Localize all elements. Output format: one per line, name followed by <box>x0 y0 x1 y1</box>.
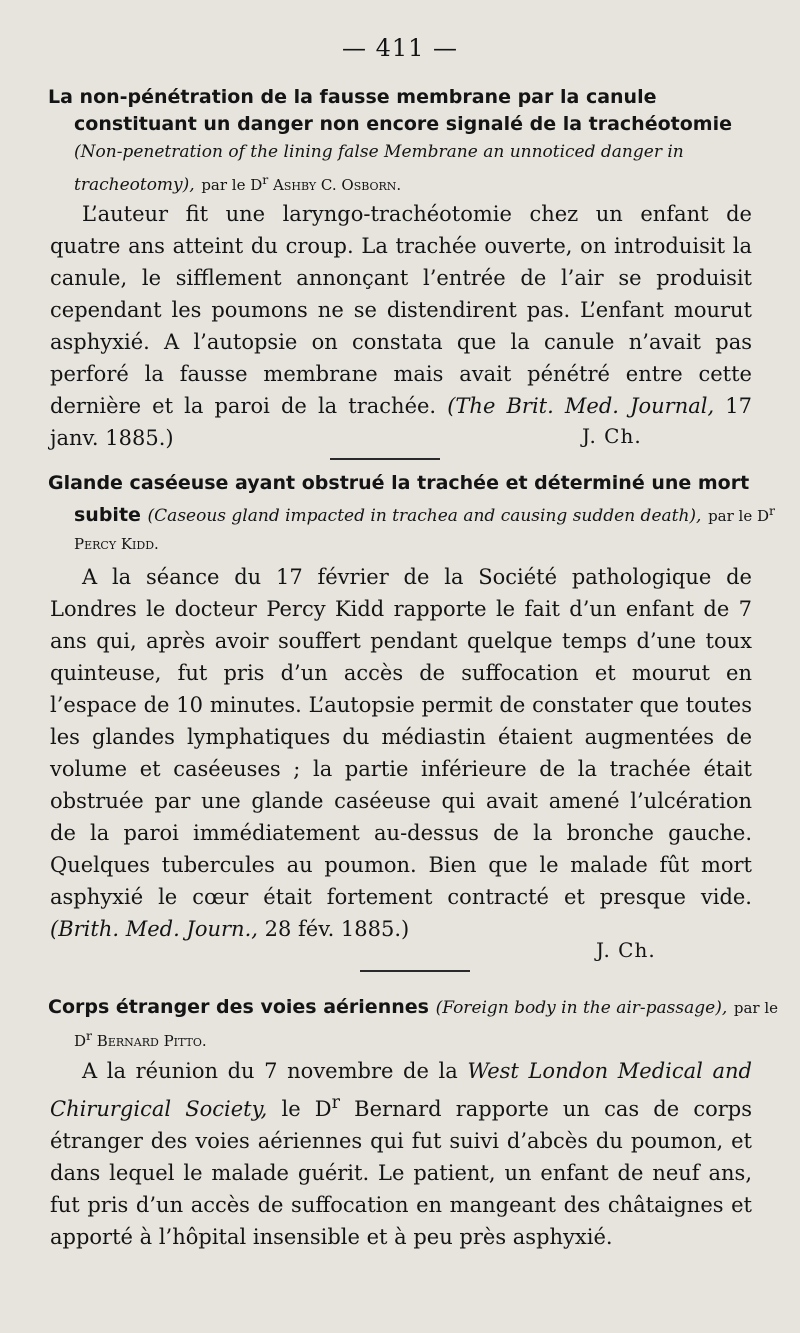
article-2-title: Glande caséeuse ayant obstrué la trachée et déterminé une mort subite <box>48 472 750 526</box>
article-1-heading <box>48 84 784 199</box>
article-1-date: 17 janv. 1885.) <box>50 394 752 450</box>
article-1-byline: par le $D^r$ Ashby C. Osborn. <box>201 172 402 194</box>
article-1-body <box>50 198 752 454</box>
separator-rule-1 <box>330 458 440 460</box>
article-2-author: Percy Kidd. <box>74 535 159 553</box>
article-2-citation: (Brith. Med. Journ., <box>50 917 258 941</box>
article-1-signature: J. Ch. <box>582 424 642 448</box>
separator-rule-2 <box>360 970 470 972</box>
article-1-author: Ashby C. Osborn. <box>273 176 402 194</box>
article-2-signature: J. Ch. <box>596 938 656 962</box>
article-3-text-start: A la réunion du 7 novembre de la <box>82 1059 458 1083</box>
article-3-text-end: Bernard rapporte un cas de corps étranger des voies aériennes qui fut suivi d’abcès du poumon, et dans lequel le malade guérit. Le patient, un enfant de neuf ans, fut pris d’un accès de suffocation en mangeant des châtaignes et apporté à l’hôpital insensible et à peu près asphyxié. <box>50 1097 752 1249</box>
page-number: — 411 — <box>341 34 459 62</box>
article-2-body <box>50 561 752 945</box>
article-2-translation: (Caseous gland impacted in trachea and causing sudden death), <box>147 506 702 526</box>
article-3-body <box>50 1055 752 1253</box>
article-2-date: 28 fév. 1885.) <box>264 917 410 941</box>
article-3-heading <box>48 994 784 1055</box>
article-2-heading <box>48 470 784 558</box>
article-2-byline: par le $D^r$ Percy Kidd. <box>74 503 776 553</box>
article-3-title: Corps étranger des voies aériennes <box>48 996 429 1018</box>
article-1-citation: (The Brit. Med. Journal, <box>447 394 715 418</box>
article-1-title: La non-pénétration de la fausse membrane par la canule constituant un danger non encore signalé de la trachéotomie <box>48 86 732 135</box>
article-3-translation: (Foreign body in the air-passage), <box>435 998 728 1018</box>
article-3-author: Bernard Pitto. <box>96 1032 207 1050</box>
article-3-society: West London Medical and Chirurgical Society, <box>50 1059 752 1121</box>
article-1-translation: (Non-penetration of the lining false Membrane an unnoticed danger in tracheotomy), <box>74 142 684 195</box>
article-2-text: A la séance du 17 février de la Société pathologique de Londres le docteur Percy Kidd rapporte le fait d’un enfant de 7 ans qui, après avoir souffert pendant quelque temps d’une toux quinteuse, fut pris d’un accès de suffocation et mourut en l’espace de 10 minutes. L’autopsie permit de constater que toutes les glandes lymphatiques du médiastin étaient augmentées de volume et caséeuses ; la partie inférieure de la trachée était obstruée par une glande caséeuse qui avait amené l’ulcération de la paroi immédiatement au-dessus de la bronche gauche. Quelques tubercules au poumon. Bien que le malade fût mort asphyxié le cœur était fortement contracté et presque vide. <box>50 565 752 909</box>
article-3-text-doctor: le $D^r$ <box>281 1093 341 1121</box>
article-1-text: L’auteur fit une laryngo-trachéotomie chez un enfant de quatre ans atteint du croup. La trachée ouverte, on introduisit la canule, le sifflement annonçant l’entrée de l’air se produisit cependant les poumons ne se distendirent pas. L’enfant mourut asphyxié. A l’autopsie on constata que la canule n’avait pas perforé la fausse membrane mais avait pénétré entre cette dernière et la paroi de la trachée. <box>50 202 752 418</box>
article-3-byline: par le $D^r$ Bernard Pitto. <box>74 999 779 1050</box>
